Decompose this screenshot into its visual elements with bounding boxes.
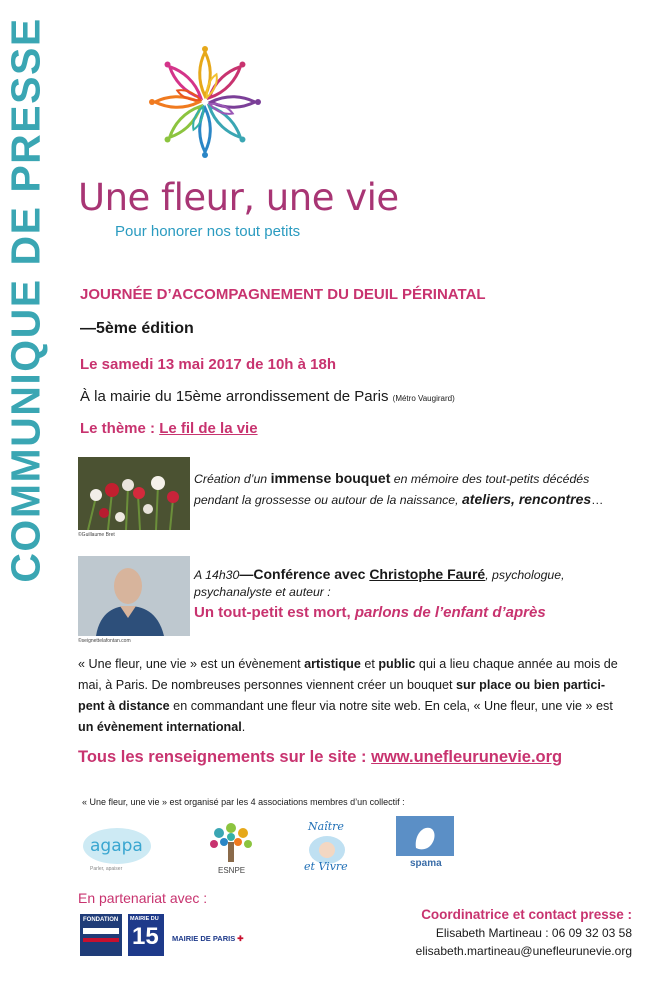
event-theme (80, 420, 258, 437)
info-line (78, 748, 562, 767)
block2-text (194, 566, 624, 601)
mairie15-number: 15 (132, 923, 159, 950)
conference-title (194, 604, 546, 621)
desc-p9: en commandant une fleur via notre site web. En cela, « Une fleur, une vie » est (169, 699, 613, 713)
block2-t4: , psychologue, (485, 568, 565, 582)
flower-logo (138, 42, 272, 162)
desc-p8: pent à distance (78, 699, 170, 713)
inner-petals (166, 63, 244, 141)
block2-t1: A 14h30 (194, 568, 240, 582)
petal-6 (162, 103, 205, 146)
esnpe-text: ESNPE (218, 866, 246, 875)
agapa-logo (80, 824, 154, 874)
portrait-caption: ©seignettelafontan.com (78, 638, 131, 644)
block2-t5: psychanalyste et auteur : (194, 585, 331, 599)
mairie-paris-logo: MAIRIE DE PARIS ✚ (172, 934, 244, 943)
block1-t4: pendant la grossesse ou autour de la naissance (194, 493, 456, 507)
block2-t7: parlons de l’enfant d’après (354, 604, 546, 621)
theme-value: Le fil de la vie (159, 420, 258, 437)
flowers-caption: ©Guillaume Bret (78, 532, 115, 538)
desc-p10: un évènement international (78, 720, 242, 734)
desc-p4: public (378, 657, 416, 671)
block1-t7: … (591, 493, 604, 507)
event-metro: (Métro Vaugirard) (392, 394, 455, 403)
description (78, 654, 638, 738)
associations-intro: « Une fleur, une vie » est organisé par les 4 associations membres d’un collectif : (82, 797, 405, 807)
fondation-text: FONDATION (83, 917, 119, 923)
block1-t2: immense bouquet (270, 470, 391, 486)
petal-8 (162, 59, 205, 102)
block1-text (194, 468, 624, 510)
event-place-line (80, 388, 455, 405)
block1-t5: , (455, 493, 462, 507)
block1-t1: Création d’un (194, 472, 271, 486)
agapa-text: agapa (90, 836, 143, 856)
fondation-logo (80, 914, 122, 956)
mairie-paris-text: MAIRIE DE PARIS (172, 934, 236, 943)
desc-p6: mai, à Paris. De nombreuses personnes viennent créer un bouquet (78, 678, 457, 692)
block1-t6: ateliers, rencontres (462, 491, 592, 507)
block2-t6: Un tout-petit est mort, (194, 604, 355, 621)
event-title: JOURNÉE D’ACCOMPAGNEMENT DU DEUIL PÉRINATAL (80, 286, 486, 303)
desc-p1: « Une fleur, une vie » est un évènement (78, 657, 305, 671)
theme-label: Le thème : (80, 420, 156, 437)
website-link[interactable]: www.unefleurunevie.org (371, 748, 563, 766)
desc-p7: sur place ou bien partici- (456, 678, 606, 692)
contact-title: Coordinatrice et contact presse : (421, 907, 632, 922)
side-title (2, 17, 49, 583)
petal-7 (149, 97, 199, 108)
naitre-text-1: Naître (308, 820, 344, 833)
desc-p11: . (241, 720, 246, 734)
event-date: Le samedi 13 mai 2017 de 10h à 18h (80, 356, 336, 373)
spama-logo (396, 816, 454, 872)
block1-t3: en mémoire des tout-petits décédés (390, 472, 590, 486)
event-place: À la mairie du 15ème arrondissement de Paris (80, 388, 389, 405)
portrait-photo (78, 556, 190, 636)
block2-t3: Christophe Fauré (369, 566, 486, 582)
agapa-sub: Parler, apaiser (90, 866, 123, 872)
logo-name: Une fleur, une vie (78, 176, 399, 219)
block2-t2: —Conférence avec (239, 566, 370, 582)
contact-name: Elisabeth Martineau : 06 09 32 03 58 (435, 926, 632, 940)
info-label: Tous les renseignements sur le site : (78, 748, 372, 766)
side-title-text: COMMUNIQUE DE PRESSE (2, 17, 49, 583)
esnpe-logo (204, 818, 258, 878)
contact-email[interactable]: elisabeth.martineau@unefleurunevie.org (415, 944, 632, 958)
logo-tagline: Pour honorer nos tout petits (115, 223, 301, 240)
petal-2 (206, 59, 249, 102)
mairie15-logo (128, 914, 164, 956)
mairie15-top: MAIRIE DU (130, 916, 159, 922)
partners-label: En partenariat avec : (78, 890, 208, 906)
petal-3 (211, 97, 261, 108)
petal-1 (200, 46, 211, 96)
flowers-photo (78, 457, 190, 530)
desc-p2: artistique (304, 657, 361, 671)
petal-5 (200, 108, 211, 158)
naitre-text-2: et Vivre (304, 860, 348, 873)
spama-text: spama (410, 858, 442, 869)
petal-4 (206, 103, 249, 146)
naitre-vivre-logo (302, 820, 352, 876)
event-edition: —5ème édition (80, 320, 194, 337)
desc-p5: qui a lieu chaque année au mois de (415, 657, 618, 671)
desc-p3: et (360, 657, 379, 671)
